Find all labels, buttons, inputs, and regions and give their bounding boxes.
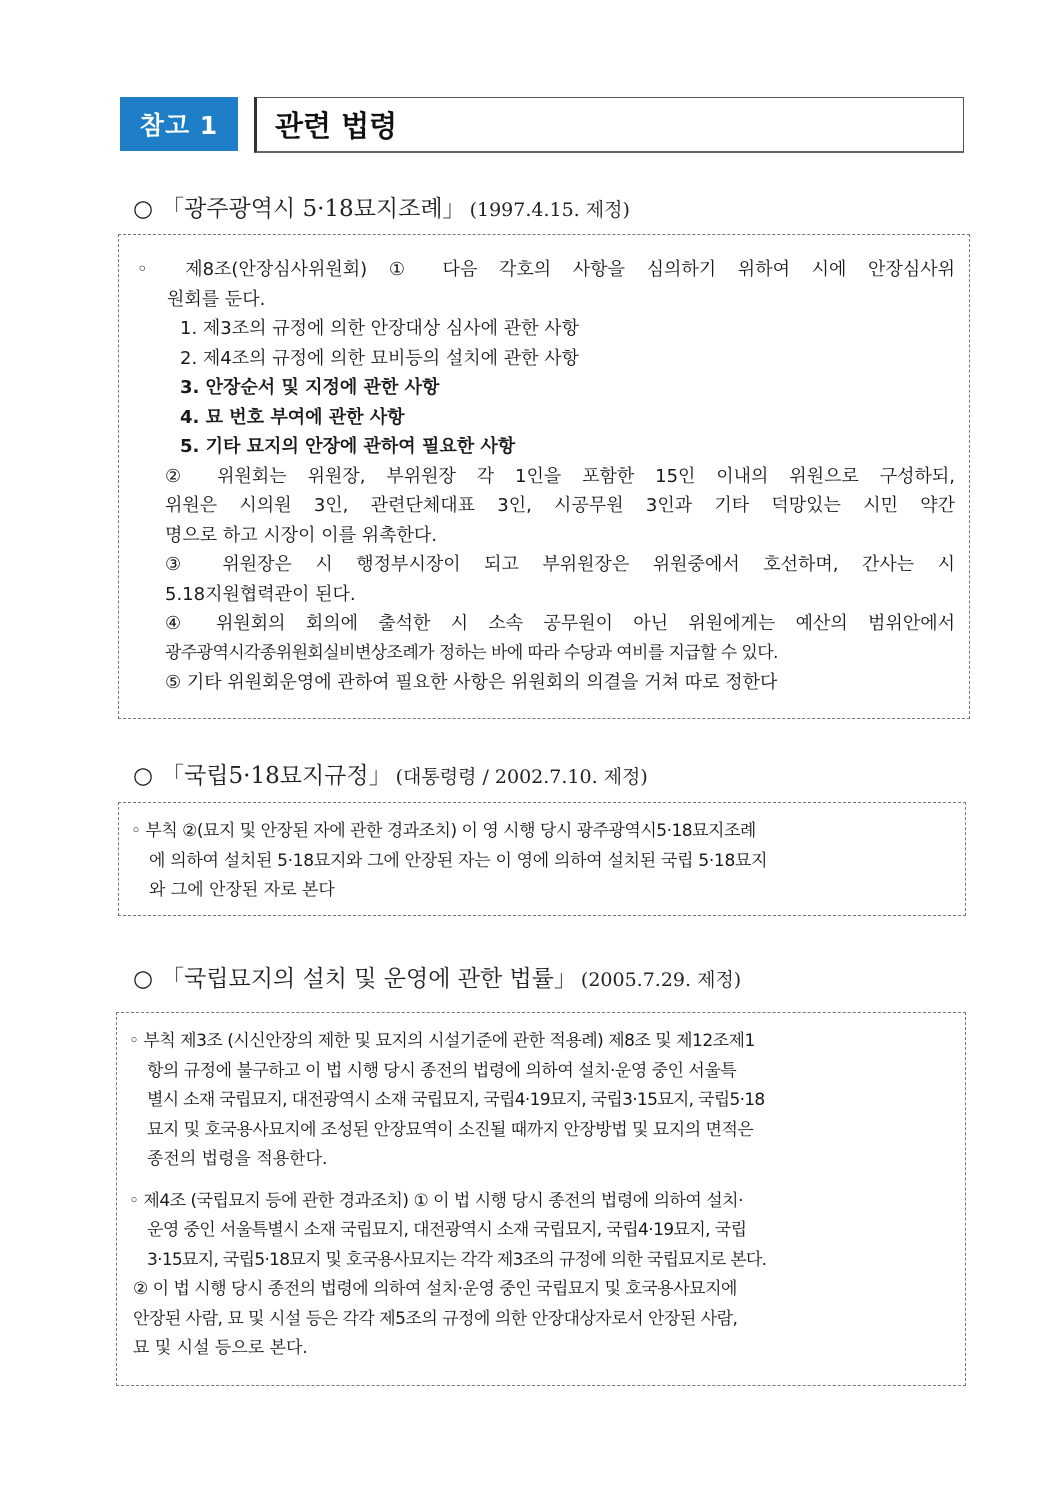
article-line: 운영 중인 서울특별시 소재 국립묘지, 대전광역시 소재 국립묘지, 국립4·19묘지, 국립 xyxy=(147,1220,747,1240)
article-line: ② 이 법 시행 당시 종전의 법령에 의하여 설치·운영 중인 국립묘지 및 호국용사묘지에 xyxy=(133,1279,737,1299)
article-item: 1. 제3조의 규정에 의한 안장대상 심사에 관한 사항 xyxy=(180,318,580,339)
article-line: 위원은 시의원 3인, 관련단체대표 3인, 시공무원 3인과 기타 덕망있는 시민 약간 xyxy=(165,495,955,516)
page-title: 관련 법령 xyxy=(254,97,964,153)
article-line: ◦ 제4조 (국립묘지 등에 관한 경과조치) ① 이 법 시행 당시 종전의 법령에 의하여 설치· xyxy=(129,1190,743,1211)
article-line: 원회를 둔다. xyxy=(167,288,266,310)
law-title: 「광주광역시 5·18묘지조례」 xyxy=(161,196,466,222)
law-date: (2005.7.29. 제정) xyxy=(580,969,742,991)
article-line: ◦ 부칙 제3조 (시신안장의 제한 및 묘지의 시설기준에 관한 적용례) 제8조 및 제12조제1 xyxy=(129,1031,755,1051)
article-line: ◦ 제8조(안장심사위원회) ① 다음 각호의 사항을 심의하기 위하여 시에 안장심사위 xyxy=(137,259,955,280)
law-heading-3 xyxy=(133,960,741,993)
circle-bullet-icon: ○ xyxy=(133,763,154,789)
article-line: ③ 위원장은 시 행정부시장이 되고 부위원장은 위원중에서 호선하며, 간사는 시 xyxy=(165,554,955,575)
article-line: 광주광역시각종위원회실비변상조례가 정하는 바에 따라 수당과 여비를 지급할 수 있다. xyxy=(165,642,778,663)
law-text-box-1 xyxy=(118,234,970,719)
article-line: ⑤ 기타 위원회운영에 관하여 필요한 사항은 위원회의 의결을 거쳐 따로 정한다 xyxy=(165,672,778,693)
article-item: 2. 제4조의 규정에 의한 묘비등의 설치에 관한 사항 xyxy=(180,347,580,369)
article-line: 항의 규정에 불구하고 이 법 시행 당시 종전의 법령에 의하여 설치·운영 중인 서울특 xyxy=(147,1060,737,1081)
law-date: (대통령령 / 2002.7.10. 제정) xyxy=(395,766,648,788)
circle-bullet-icon: ○ xyxy=(133,196,154,222)
law-title: 「국립5·18묘지규정」 xyxy=(161,763,392,789)
article-line: 와 그에 안장된 자로 본다 xyxy=(149,880,335,900)
article-line: 3·15묘지, 국립5·18묘지 및 호국용사묘지는 각각 제3조의 규정에 의한 국립묘지로 본다. xyxy=(147,1249,767,1270)
article-line: ◦ 부칙 ②(묘지 및 안장된 자에 관한 경과조치) 이 영 시행 당시 광주광역시5·18묘지조례 xyxy=(131,821,756,841)
law-text-box-2 xyxy=(118,802,966,916)
law-text-box-3 xyxy=(116,1012,966,1386)
article-line: 별시 소재 국립묘지, 대전광역시 소재 국립묘지, 국립4·19묘지, 국립3·15묘지, 국립5·18 xyxy=(147,1090,765,1110)
article-line: ④ 위원회의 회의에 출석한 시 소속 공무원이 아닌 위원에게는 예산의 범위안에서 xyxy=(165,613,955,634)
page-header xyxy=(120,97,966,155)
article-item: 3. 안장순서 및 지정에 관한 사항 xyxy=(180,377,440,398)
law-heading-2 xyxy=(133,757,648,790)
article-line: 에 의하여 설치된 5·18묘지와 그에 안장된 자는 이 영에 의하여 설치된 국립 5·18묘지 xyxy=(149,850,768,871)
article-line: 5.18지원협력관이 된다. xyxy=(165,583,356,605)
article-line: 묘지 및 호국용사묘지에 조성된 안장묘역이 소진될 때까지 안장방법 및 묘지의 면적은 xyxy=(147,1119,754,1140)
law-heading-1 xyxy=(133,190,630,223)
article-line: 안장된 사람, 묘 및 시설 등은 각각 제5조의 규정에 의한 안장대상자로서 안장된 사람, xyxy=(133,1308,738,1329)
article-line: 명으로 하고 시장이 이를 위촉한다. xyxy=(165,524,438,546)
law-title: 「국립묘지의 설치 및 운영에 관한 법률」 xyxy=(161,966,577,992)
article-line: 종전의 법령을 적용한다. xyxy=(147,1149,328,1169)
circle-bullet-icon: ○ xyxy=(133,966,154,992)
article-item: 4. 묘 번호 부여에 관한 사항 xyxy=(180,406,405,428)
law-date: (1997.4.15. 제정) xyxy=(469,199,630,221)
article-line: ② 위원회는 위원장, 부위원장 각 1인을 포함한 15인 이내의 위원으로 구성하되, xyxy=(165,465,955,487)
article-line: 묘 및 시설 등으로 본다. xyxy=(133,1338,308,1358)
reference-tag: 참고 1 xyxy=(120,97,238,151)
article-item: 5. 기타 묘지의 안장에 관하여 필요한 사항 xyxy=(180,436,516,457)
